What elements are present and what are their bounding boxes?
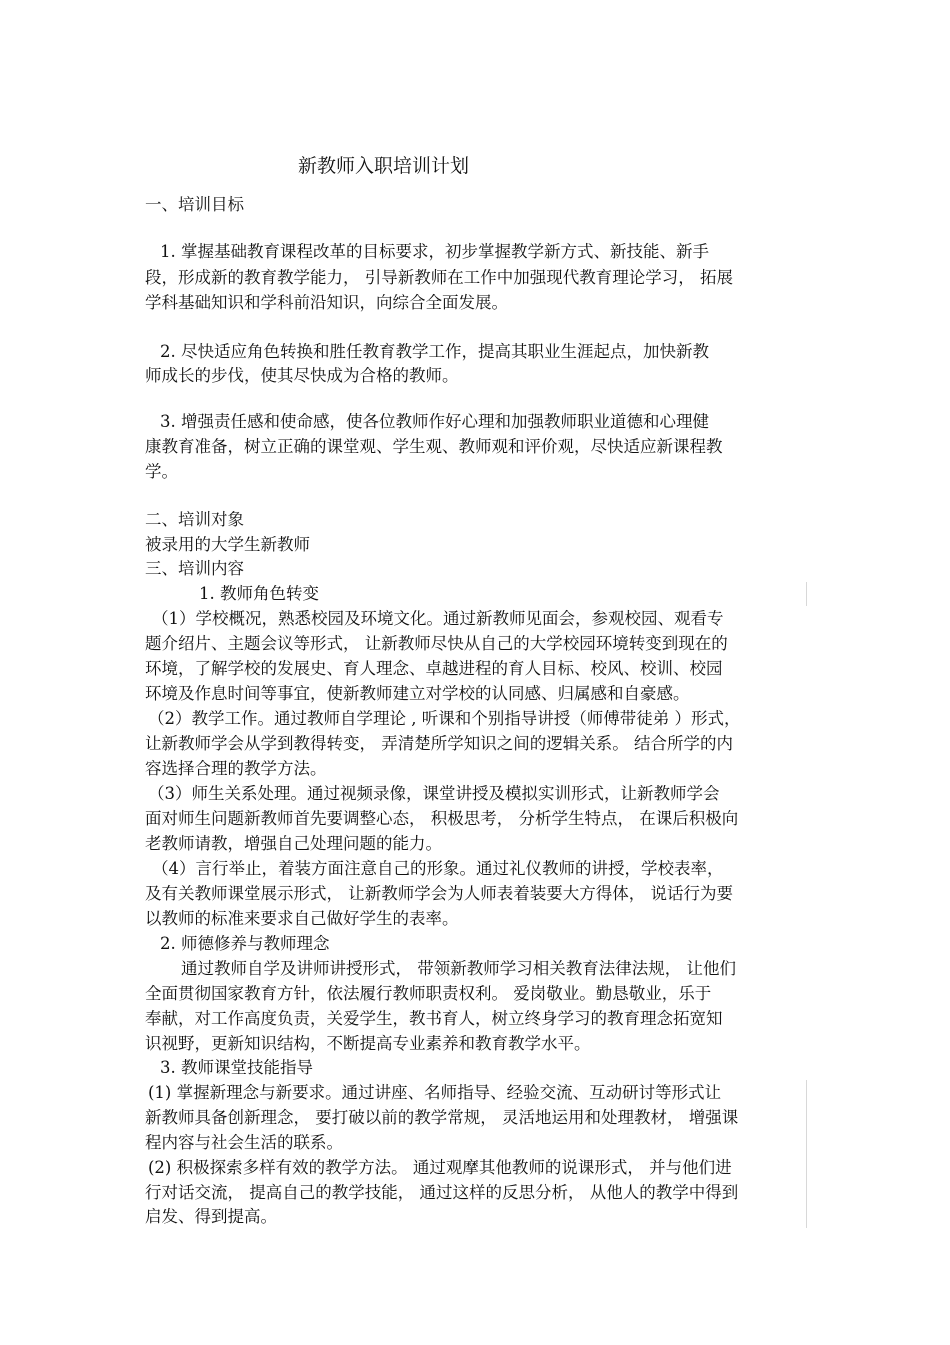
text-line: (2) 积极探索多样有效的教学方法。 通过观摩其他教师的说课形式， 并与他们进 [148,1158,732,1177]
text-line: 容选择合理的教学方法。 [145,759,327,778]
text-line: 行对话交流， 提高自己的教学技能， 通过这样的反思分析， 从他人的教学中得到 [145,1183,739,1202]
text-line: 面对师生问题新教师首先要调整心态， 积极思考， 分析学生特点， 在课后积极向 [145,809,739,828]
text-line: 环境及作息时间等事宜，使新教师建立对学校的认同感、归属感和自豪感。 [145,684,690,703]
text-line: 启发、得到提高。 [145,1207,277,1226]
text-line: 程内容与社会生活的联系。 [145,1133,343,1152]
section-heading: 三、培训内容 [145,559,244,578]
text-line: 学。 [145,462,178,481]
margin-rule [806,582,807,606]
text-line: (1) 掌握新理念与新要求。通过讲座、名师指导、经验交流、互动研讨等形式让 [148,1083,722,1102]
text-line: 通过教师自学及讲师讲授形式， 带领新教师学习相关教育法律法规， 让他们 [181,959,736,978]
text-line: 题介绍片、主题会议等形式， 让新教师尽快从自己的大学校园环境转变到现在的 [145,634,728,653]
text-line: 环境，了解学校的发展史、育人理念、卓越进程的育人目标、校风、校训、校园 [145,659,723,678]
text-line: 康教育准备，树立正确的课堂观、学生观、教师观和评价观，尽快适应新课程教 [145,437,723,456]
text-line: （3）师生关系处理。通过视频录像，课堂讲授及模拟实训形式，让新教师学会 [148,784,720,803]
text-line: 以教师的标准来要求自己做好学生的表率。 [145,909,459,928]
subsection-heading: 1. 教师角色转变 [199,584,319,603]
subsection-heading: 3. 教师课堂技能指导 [160,1058,313,1077]
text-line: （1）学校概况，熟悉校园及环境文化。通过新教师见面会，参观校园、观看专 [152,609,724,628]
section-heading: 二、培训对象 [145,510,244,529]
document-title: 新教师入职培训计划 [298,155,470,177]
text-line: 段，形成新的教育教学能力， 引导新教师在工作中加强现代教育理论学习， 拓展 [145,268,733,287]
text-line: 2. 尽快适应角色转换和胜任教育教学工作，提高其职业生涯起点，加快新教 [160,342,709,361]
text-line: 被录用的大学生新教师 [145,535,310,554]
text-line: 奉献，对工作高度负责，关爱学生，教书育人，树立终身学习的教育理念拓宽知 [145,1009,723,1028]
text-line: 学科基础知识和学科前沿知识，向综合全面发展。 [145,293,508,312]
margin-rule [806,1080,807,1228]
text-line: 全面贯彻国家教育方针，依法履行教师职责权利。 爱岗敬业。勤恳敬业，乐于 [145,984,712,1003]
text-line: 新教师具备创新理念， 要打破以前的教学常规， 灵活地运用和处理教材， 增强课 [145,1108,739,1127]
text-line: 师成长的步伐，使其尽快成为合格的教师。 [145,366,459,385]
text-line: 及有关教师课堂展示形式， 让新教师学会为人师表着装要大方得体， 说话行为要 [145,884,733,903]
text-line: 让新教师学会从学到教得转变， 弄清楚所学知识之间的逻辑关系。 结合所学的内 [145,734,733,753]
text-line: 识视野，更新知识结构，不断提高专业素养和教育教学水平。 [145,1034,591,1053]
subsection-heading: 2. 师德修养与教师理念 [160,934,330,953]
text-line: 1. 掌握基础教育课程改革的目标要求，初步掌握教学新方式、新技能、新手 [160,242,709,261]
text-line: 3. 增强责任感和使命感，使各位教师作好心理和加强教师职业道德和心理健 [160,412,709,431]
text-line: （2）教学工作。通过教师自学理论 , 听课和个别指导讲授（师傅带徒弟 ）形式， [148,709,741,728]
text-line: （4）言行举止，着装方面注意自己的形象。通过礼仪教师的讲授，学校表率， [152,859,724,878]
text-line: 老教师请教，增强自己处理问题的能力。 [145,834,442,853]
section-heading: 一、培训目标 [145,195,244,214]
